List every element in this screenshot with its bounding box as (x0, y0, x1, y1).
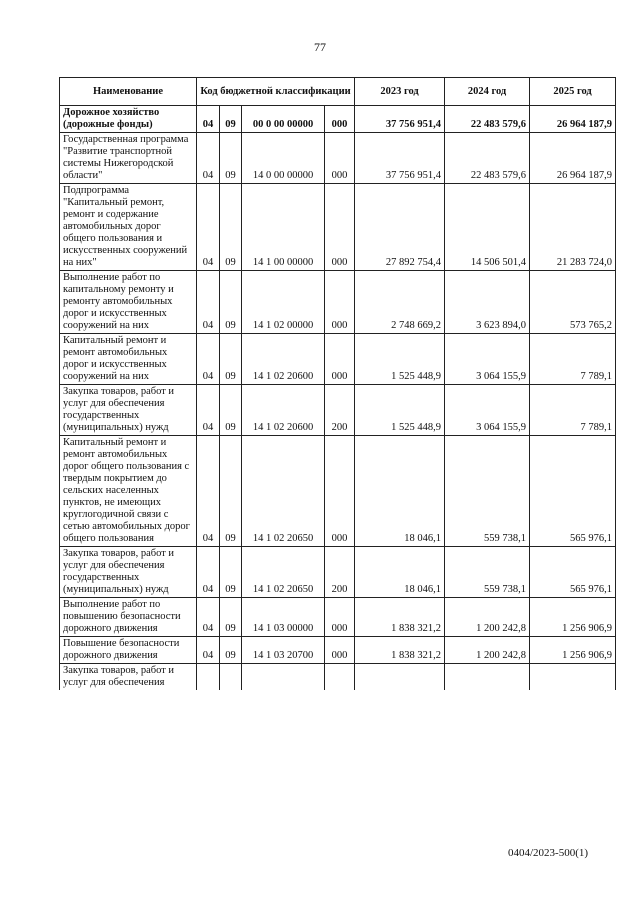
row-2024 (445, 664, 530, 691)
header-2023: 2023 год (355, 78, 445, 106)
row-expense-type: 000 (325, 598, 355, 637)
row-target-code: 14 1 02 20600 (242, 334, 325, 385)
row-target-code: 14 1 02 20600 (242, 385, 325, 436)
header-2025: 2025 год (530, 78, 616, 106)
table-row (60, 637, 616, 664)
row-target-code: 14 0 00 00000 (242, 133, 325, 184)
table-row (60, 547, 616, 598)
row-expense-type: 000 (325, 106, 355, 133)
row-name: Капитальный ремонт и ремонт автомобильных дорог и искусственных сооружений на них (60, 334, 197, 385)
row-expense-type: 000 (325, 184, 355, 271)
row-name: Государственная программа "Развитие транспортной системы Нижегородской области" (60, 133, 197, 184)
row-2025: 565 976,1 (530, 547, 616, 598)
row-subsection: 09 (220, 436, 242, 547)
row-section: 04 (197, 184, 220, 271)
row-2023: 37 756 951,4 (355, 106, 445, 133)
row-section: 04 (197, 271, 220, 334)
row-section (197, 664, 220, 691)
row-2023: 1 838 321,2 (355, 598, 445, 637)
row-name: Повышение безопасности дорожного движения (60, 637, 197, 664)
row-subsection: 09 (220, 637, 242, 664)
document-code: 0404/2023-500(1) (508, 847, 589, 859)
row-2024: 559 738,1 (445, 436, 530, 547)
row-2023: 27 892 754,4 (355, 184, 445, 271)
table-row (60, 271, 616, 334)
row-2023: 1 525 448,9 (355, 385, 445, 436)
row-2025: 26 964 187,9 (530, 133, 616, 184)
row-subsection: 09 (220, 133, 242, 184)
row-target-code: 00 0 00 00000 (242, 106, 325, 133)
row-section: 04 (197, 133, 220, 184)
row-2025: 7 789,1 (530, 334, 616, 385)
row-section: 04 (197, 547, 220, 598)
row-section: 04 (197, 436, 220, 547)
row-target-code: 14 1 03 20700 (242, 637, 325, 664)
table-row (60, 184, 616, 271)
row-2024: 3 623 894,0 (445, 271, 530, 334)
page-number: 77 (314, 40, 326, 54)
table-row (60, 664, 616, 691)
row-target-code (242, 664, 325, 691)
row-subsection: 09 (220, 547, 242, 598)
row-subsection: 09 (220, 184, 242, 271)
row-2025: 1 256 906,9 (530, 598, 616, 637)
header-name: Наименование (60, 78, 197, 106)
row-expense-type: 000 (325, 637, 355, 664)
row-2024: 22 483 579,6 (445, 133, 530, 184)
row-2023: 2 748 669,2 (355, 271, 445, 334)
row-2023: 18 046,1 (355, 436, 445, 547)
row-2025 (530, 664, 616, 691)
row-2024: 1 200 242,8 (445, 598, 530, 637)
table-row (60, 598, 616, 637)
row-expense-type: 000 (325, 436, 355, 547)
row-target-code: 14 1 02 20650 (242, 436, 325, 547)
row-2025: 21 283 724,0 (530, 184, 616, 271)
row-subsection: 09 (220, 271, 242, 334)
row-2024: 3 064 155,9 (445, 334, 530, 385)
row-2023: 1 838 321,2 (355, 637, 445, 664)
row-2024: 3 064 155,9 (445, 385, 530, 436)
row-section: 04 (197, 637, 220, 664)
table-row (60, 436, 616, 547)
row-2025: 7 789,1 (530, 385, 616, 436)
row-name: Закупка товаров, работ и услуг для обеспечения государственных (муниципальных) нужд (60, 385, 197, 436)
row-name: Выполнение работ по повышению безопасности дорожного движения (60, 598, 197, 637)
row-subsection: 09 (220, 598, 242, 637)
row-name: Выполнение работ по капитальному ремонту и ремонту автомобильных дорог и искусственных сооружений на них (60, 271, 197, 334)
row-2023 (355, 664, 445, 691)
row-target-code: 14 1 02 00000 (242, 271, 325, 334)
table-header-row (60, 78, 616, 106)
row-2024: 559 738,1 (445, 547, 530, 598)
row-2024: 14 506 501,4 (445, 184, 530, 271)
row-2023: 1 525 448,9 (355, 334, 445, 385)
row-2023: 37 756 951,4 (355, 133, 445, 184)
row-subsection: 09 (220, 106, 242, 133)
row-subsection: 09 (220, 385, 242, 436)
row-expense-type: 200 (325, 547, 355, 598)
row-2025: 26 964 187,9 (530, 106, 616, 133)
row-2024: 1 200 242,8 (445, 637, 530, 664)
row-expense-type: 000 (325, 271, 355, 334)
table-row (60, 334, 616, 385)
row-subsection: 09 (220, 334, 242, 385)
row-subsection (220, 664, 242, 691)
budget-table (59, 77, 616, 690)
table-row (60, 385, 616, 436)
row-expense-type: 000 (325, 133, 355, 184)
row-2025: 565 976,1 (530, 436, 616, 547)
row-name: Закупка товаров, работ и услуг для обеспечения государственных (муниципальных) нужд (60, 547, 197, 598)
row-expense-type: 200 (325, 385, 355, 436)
row-section: 04 (197, 334, 220, 385)
row-expense-type (325, 664, 355, 691)
row-target-code: 14 1 00 00000 (242, 184, 325, 271)
table-row (60, 106, 616, 133)
row-name: Закупка товаров, работ и услуг для обеспечения (60, 664, 197, 691)
header-2024: 2024 год (445, 78, 530, 106)
row-expense-type: 000 (325, 334, 355, 385)
row-section: 04 (197, 598, 220, 637)
header-code: Код бюджетной классификации (197, 78, 355, 106)
row-target-code: 14 1 03 00000 (242, 598, 325, 637)
row-2024: 22 483 579,6 (445, 106, 530, 133)
row-2025: 1 256 906,9 (530, 637, 616, 664)
row-2023: 18 046,1 (355, 547, 445, 598)
row-name: Подпрограмма "Капитальный ремонт, ремонт и содержание автомобильных дорог общего пользования и искусственных сооружений на них" (60, 184, 197, 271)
row-2025: 573 765,2 (530, 271, 616, 334)
table-row (60, 133, 616, 184)
row-target-code: 14 1 02 20650 (242, 547, 325, 598)
row-name: Капитальный ремонт и ремонт автомобильных дорог общего пользования с твердым покрытием до сельских населенных пунктов, не имеющих круглогодичной связи с сетью автомобильных дорог общего пользования (60, 436, 197, 547)
row-name: Дорожное хозяйство (дорожные фонды) (60, 106, 197, 133)
row-section: 04 (197, 385, 220, 436)
row-section: 04 (197, 106, 220, 133)
